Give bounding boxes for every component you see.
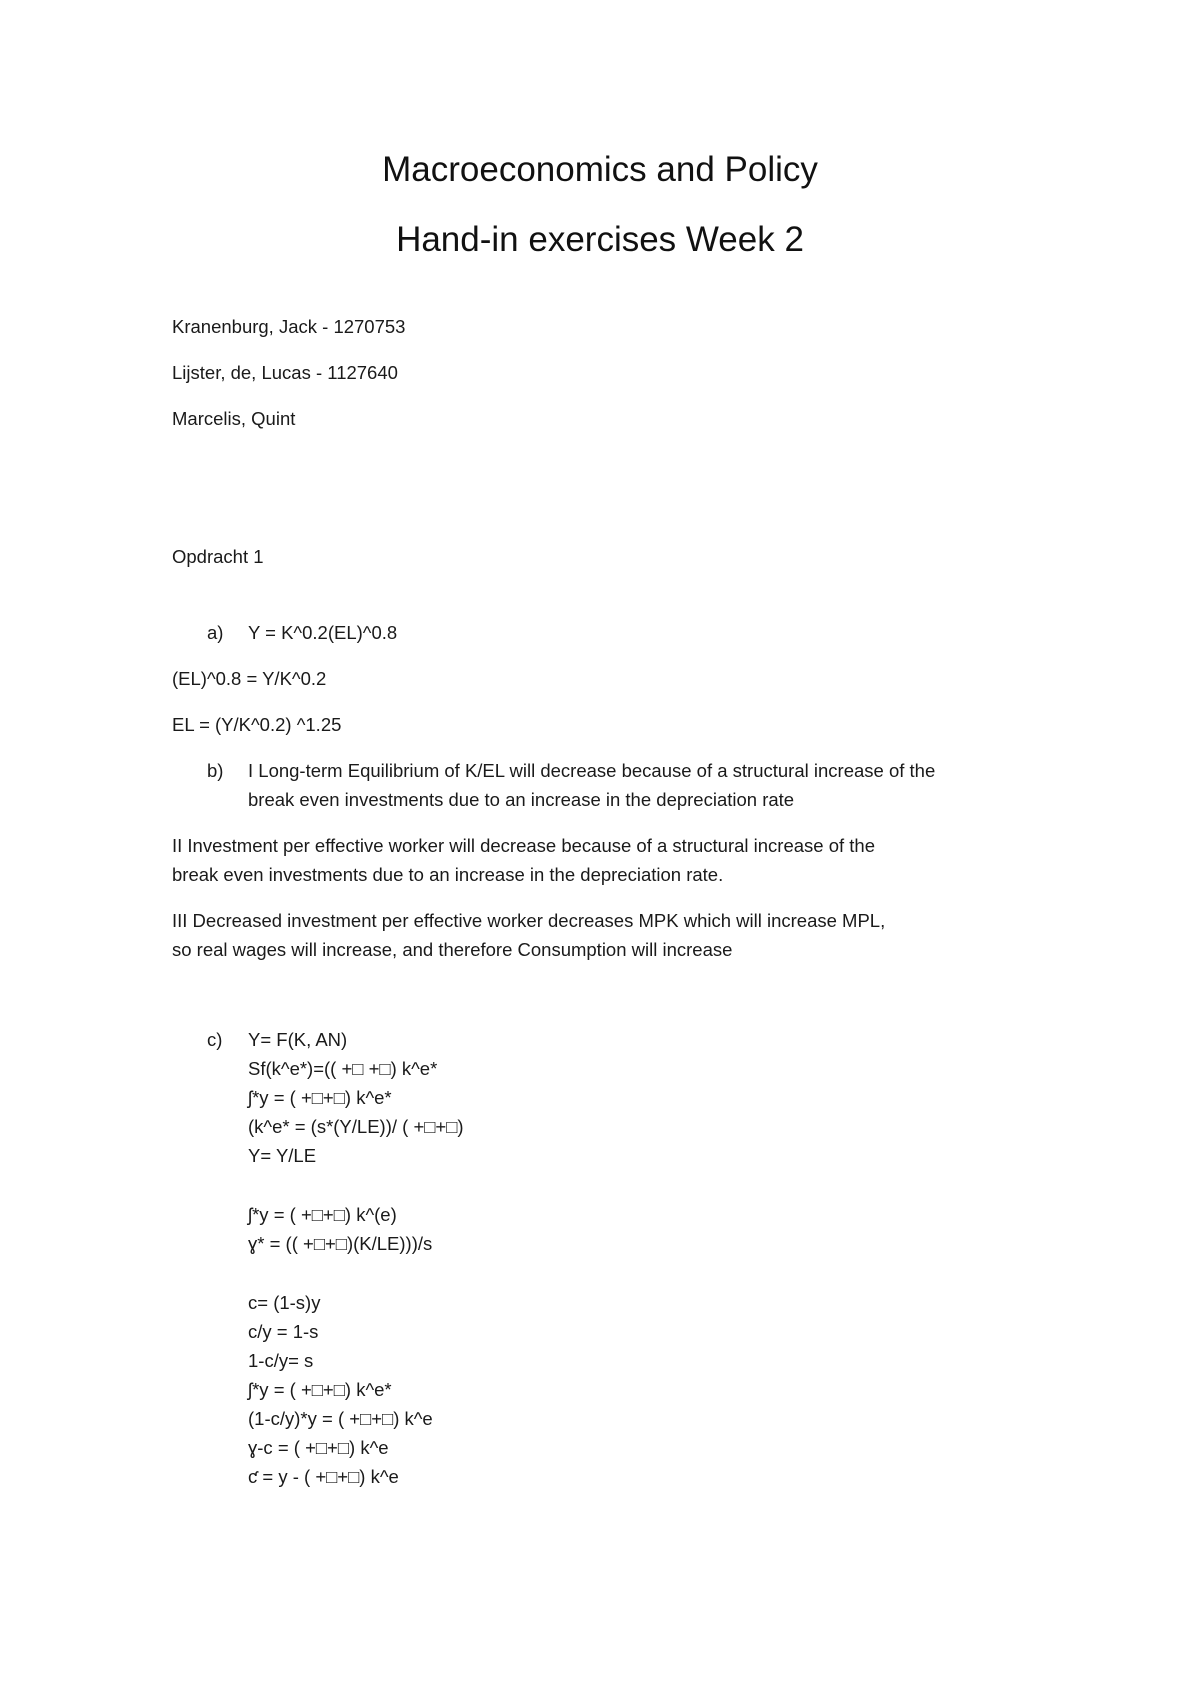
part-c-line-12: (1-c/y)*y = ( +□+□) k^e: [248, 1408, 433, 1429]
document-title: Macroeconomics and Policy: [382, 150, 818, 189]
part-c-line-8: c= (1-s)y: [248, 1292, 321, 1313]
part-c-line-13: ɣ-c = ( +□+□) k^e: [248, 1437, 389, 1458]
part-b-line-3: II Investment per effective worker will decrease because of a structural increase of the: [172, 835, 875, 856]
author-2: Lijster, de, Lucas - 1127640: [172, 362, 398, 383]
part-b-line-1: I Long-term Equilibrium of K/EL will decrease because of a structural increase of the: [248, 760, 936, 781]
part-c-line-2: Sf(k^e*)=(( +□ +□) k^e*: [248, 1058, 438, 1079]
author-1: Kranenburg, Jack - 1270753: [172, 316, 406, 337]
part-c-line-3: ʃ*y = ( +□+□) k^e*: [248, 1087, 392, 1108]
part-c-line-7: ɣ* = (( +□+□)(K/LE)))/s: [248, 1233, 433, 1254]
document-subtitle: Hand-in exercises Week 2: [396, 220, 804, 259]
part-c-line-10: 1-c/y= s: [248, 1350, 314, 1371]
part-c-line-14: ƈ = y - ( +□+□) k^e: [248, 1466, 399, 1487]
part-c-line-4: (k^e* = (s*(Y/LE))/ ( +□+□): [248, 1116, 464, 1137]
author-3: Marcelis, Quint: [172, 408, 296, 429]
part-b-line-5: III Decreased investment per effective worker decreases MPK which will increase MPL,: [172, 910, 886, 931]
part-a-marker: a): [207, 622, 224, 643]
part-b-line-4: break even investments due to an increase in the depreciation rate.: [172, 864, 724, 885]
part-c-line-6: ʃ*y = ( +□+□) k^(e): [248, 1204, 397, 1225]
part-c-marker: c): [207, 1029, 223, 1050]
section-heading: Opdracht 1: [172, 546, 264, 567]
part-c-line-5: Y= Y/LE: [248, 1145, 317, 1166]
part-a-line-1: Y = K^0.2(EL)^0.8: [248, 622, 398, 643]
part-b-line-2: break even investments due to an increase in the depreciation rate: [248, 789, 795, 810]
part-c-line-1: Y= F(K, AN): [248, 1029, 348, 1050]
part-b-line-6: so real wages will increase, and therefore Consumption will increase: [172, 939, 733, 960]
part-b-marker: b): [207, 760, 224, 781]
part-c-line-9: c/y = 1-s: [248, 1321, 319, 1342]
part-a-line-2: (EL)^0.8 = Y/K^0.2: [172, 668, 327, 689]
part-c-line-11: ʃ*y = ( +□+□) k^e*: [248, 1379, 392, 1400]
part-a-line-3: EL = (Y/K^0.2) ^1.25: [172, 714, 342, 735]
